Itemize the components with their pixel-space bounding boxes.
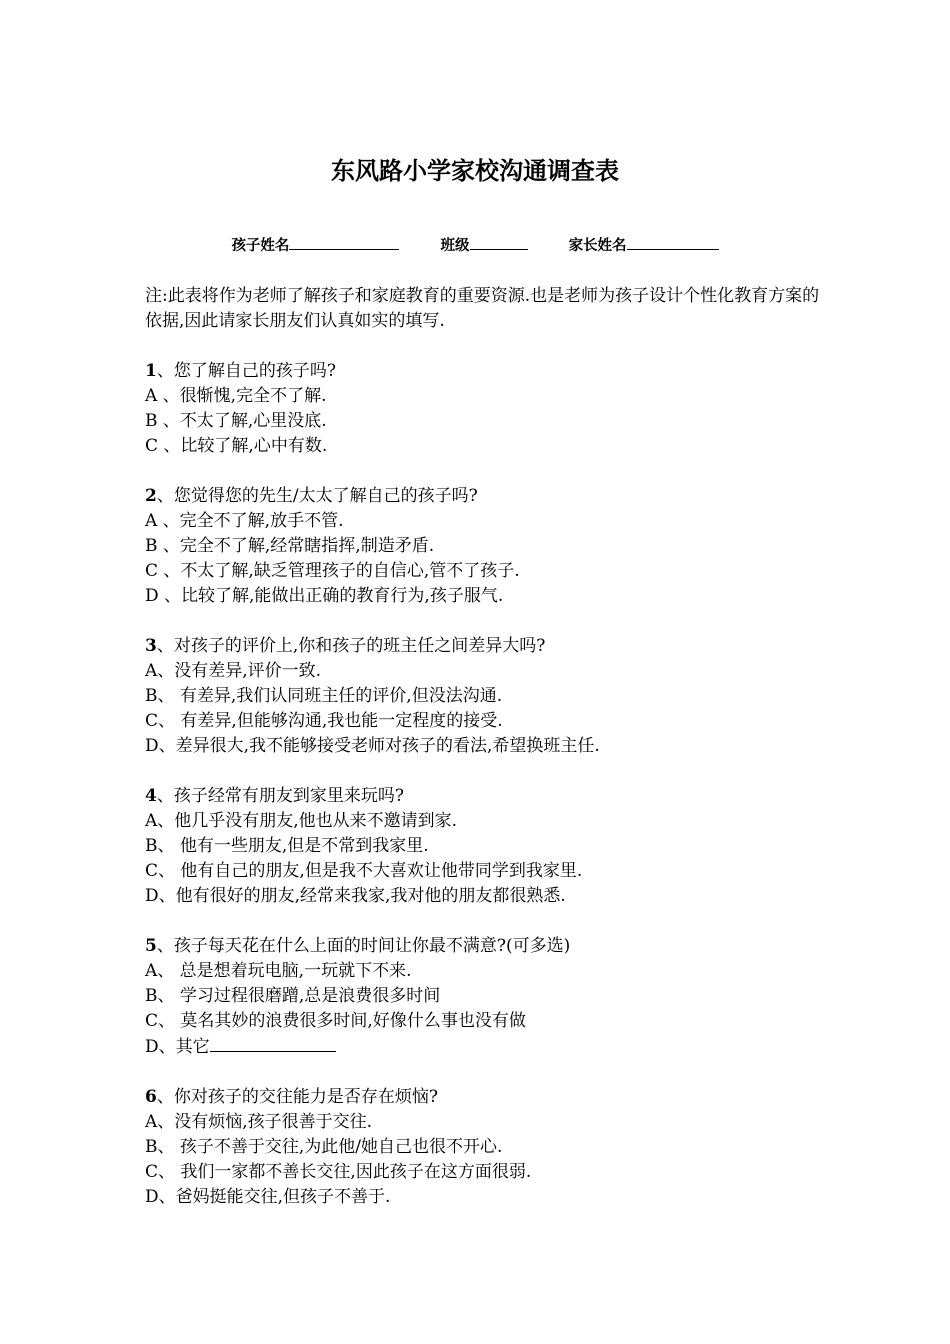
option-d: D、爸妈挺能交往,但孩子不善于. [145, 1187, 391, 1207]
option-d-label: D、其它 [145, 1037, 210, 1057]
option-a: A、 总是想着玩电脑,一玩就下不来. [145, 961, 412, 981]
child-name-label: 孩子姓名 [231, 238, 290, 254]
parent-name-blank[interactable] [627, 235, 719, 250]
class-label: 班级 [440, 238, 470, 254]
parent-name-field [569, 235, 719, 257]
option-c: C 、不太了解,缺乏管理孩子的自信心,管不了孩子. [145, 561, 520, 581]
question-title [145, 634, 825, 659]
option-b: B、 孩子不善于交往,为此他/她自己也很不开心. [145, 1137, 503, 1157]
option-c: C、 莫名其妙的浪费很多时间,好像什么事也没有做 [145, 1011, 526, 1031]
survey-body [145, 284, 825, 1235]
question-text: 、您觉得您的先生/太太了解自己的孩子吗? [156, 486, 478, 506]
option-c: C、 有差异,但能够沟通,我也能一定程度的接受. [145, 711, 503, 731]
option-d: D 、比较了解,能做出正确的教育行为,孩子服气. [145, 586, 504, 606]
question-6 [145, 1085, 825, 1210]
option-d: D、他有很好的朋友,经常来我家,我对他的朋友都很熟悉. [145, 886, 566, 906]
option-b: B、 学习过程很磨蹭,总是浪费很多时间 [145, 986, 441, 1006]
option-c: C 、比较了解,心中有数. [145, 436, 328, 456]
question-text: 、孩子每天花在什么上面的时间让你最不满意?(可多选) [156, 936, 571, 956]
option-c: C、 他有自己的朋友,但是我不大喜欢让他带同学到我家里. [145, 861, 583, 881]
other-blank[interactable] [210, 1034, 336, 1052]
option-a: A 、很惭愧,完全不了解. [145, 386, 327, 406]
question-3 [145, 634, 825, 759]
option-d: D、差异很大,我不能够接受老师对孩子的看法,希望换班主任. [145, 736, 600, 756]
question-1 [145, 359, 825, 459]
parent-name-label: 家长姓名 [568, 238, 627, 254]
question-text: 、你对孩子的交往能力是否存在烦恼? [156, 1087, 438, 1107]
question-title [145, 784, 825, 809]
option-c: C、 我们一家都不善长交往,因此孩子在这方面很弱. [145, 1162, 532, 1182]
option-a: A、没有差异,评价一致. [145, 661, 322, 681]
question-number: 1 [145, 361, 157, 381]
option-b: B 、不太了解,心里没底. [145, 411, 327, 431]
option-b: B、 他有一些朋友,但是不常到我家里. [145, 836, 429, 856]
option-b: B、 有差异,我们认同班主任的评价,但没法沟通. [145, 686, 503, 706]
question-title [145, 1085, 825, 1110]
option-a: A 、完全不了解,放手不管. [145, 511, 344, 531]
question-title [145, 359, 825, 384]
question-title [145, 934, 825, 959]
question-5 [145, 934, 825, 1060]
question-text: 、孩子经常有朋友到家里来玩吗? [156, 786, 404, 806]
question-2 [145, 484, 825, 609]
question-title [145, 484, 825, 509]
class-field [441, 235, 528, 257]
question-number: 2 [145, 486, 157, 506]
child-name-blank[interactable] [289, 235, 399, 250]
option-a: A、没有烦恼,孩子很善于交往. [145, 1112, 373, 1132]
question-number: 4 [145, 786, 157, 806]
child-name-field [231, 235, 399, 257]
question-4 [145, 784, 825, 909]
option-a: A、他几乎没有朋友,他也从来不邀请到家. [145, 811, 458, 831]
question-number: 6 [145, 1087, 157, 1107]
option-d [145, 1034, 825, 1060]
class-blank[interactable] [470, 235, 528, 250]
option-b: B 、完全不了解,经常瞎指挥,制造矛盾. [145, 536, 435, 556]
question-text: 、您了解自己的孩子吗? [156, 361, 336, 381]
question-number: 5 [145, 936, 157, 956]
question-text: 、对孩子的评价上,你和孩子的班主任之间差异大吗? [156, 636, 546, 656]
info-line [0, 235, 950, 257]
question-number: 3 [145, 636, 157, 656]
note-paragraph: 注:此表将作为老师了解孩子和家庭教育的重要资源.也是老师为孩子设计个性化教育方案的依据,因此请家长朋友们认真如实的填写. [145, 286, 820, 331]
document-title: 东风路小学家校沟通调查表 [331, 157, 619, 185]
